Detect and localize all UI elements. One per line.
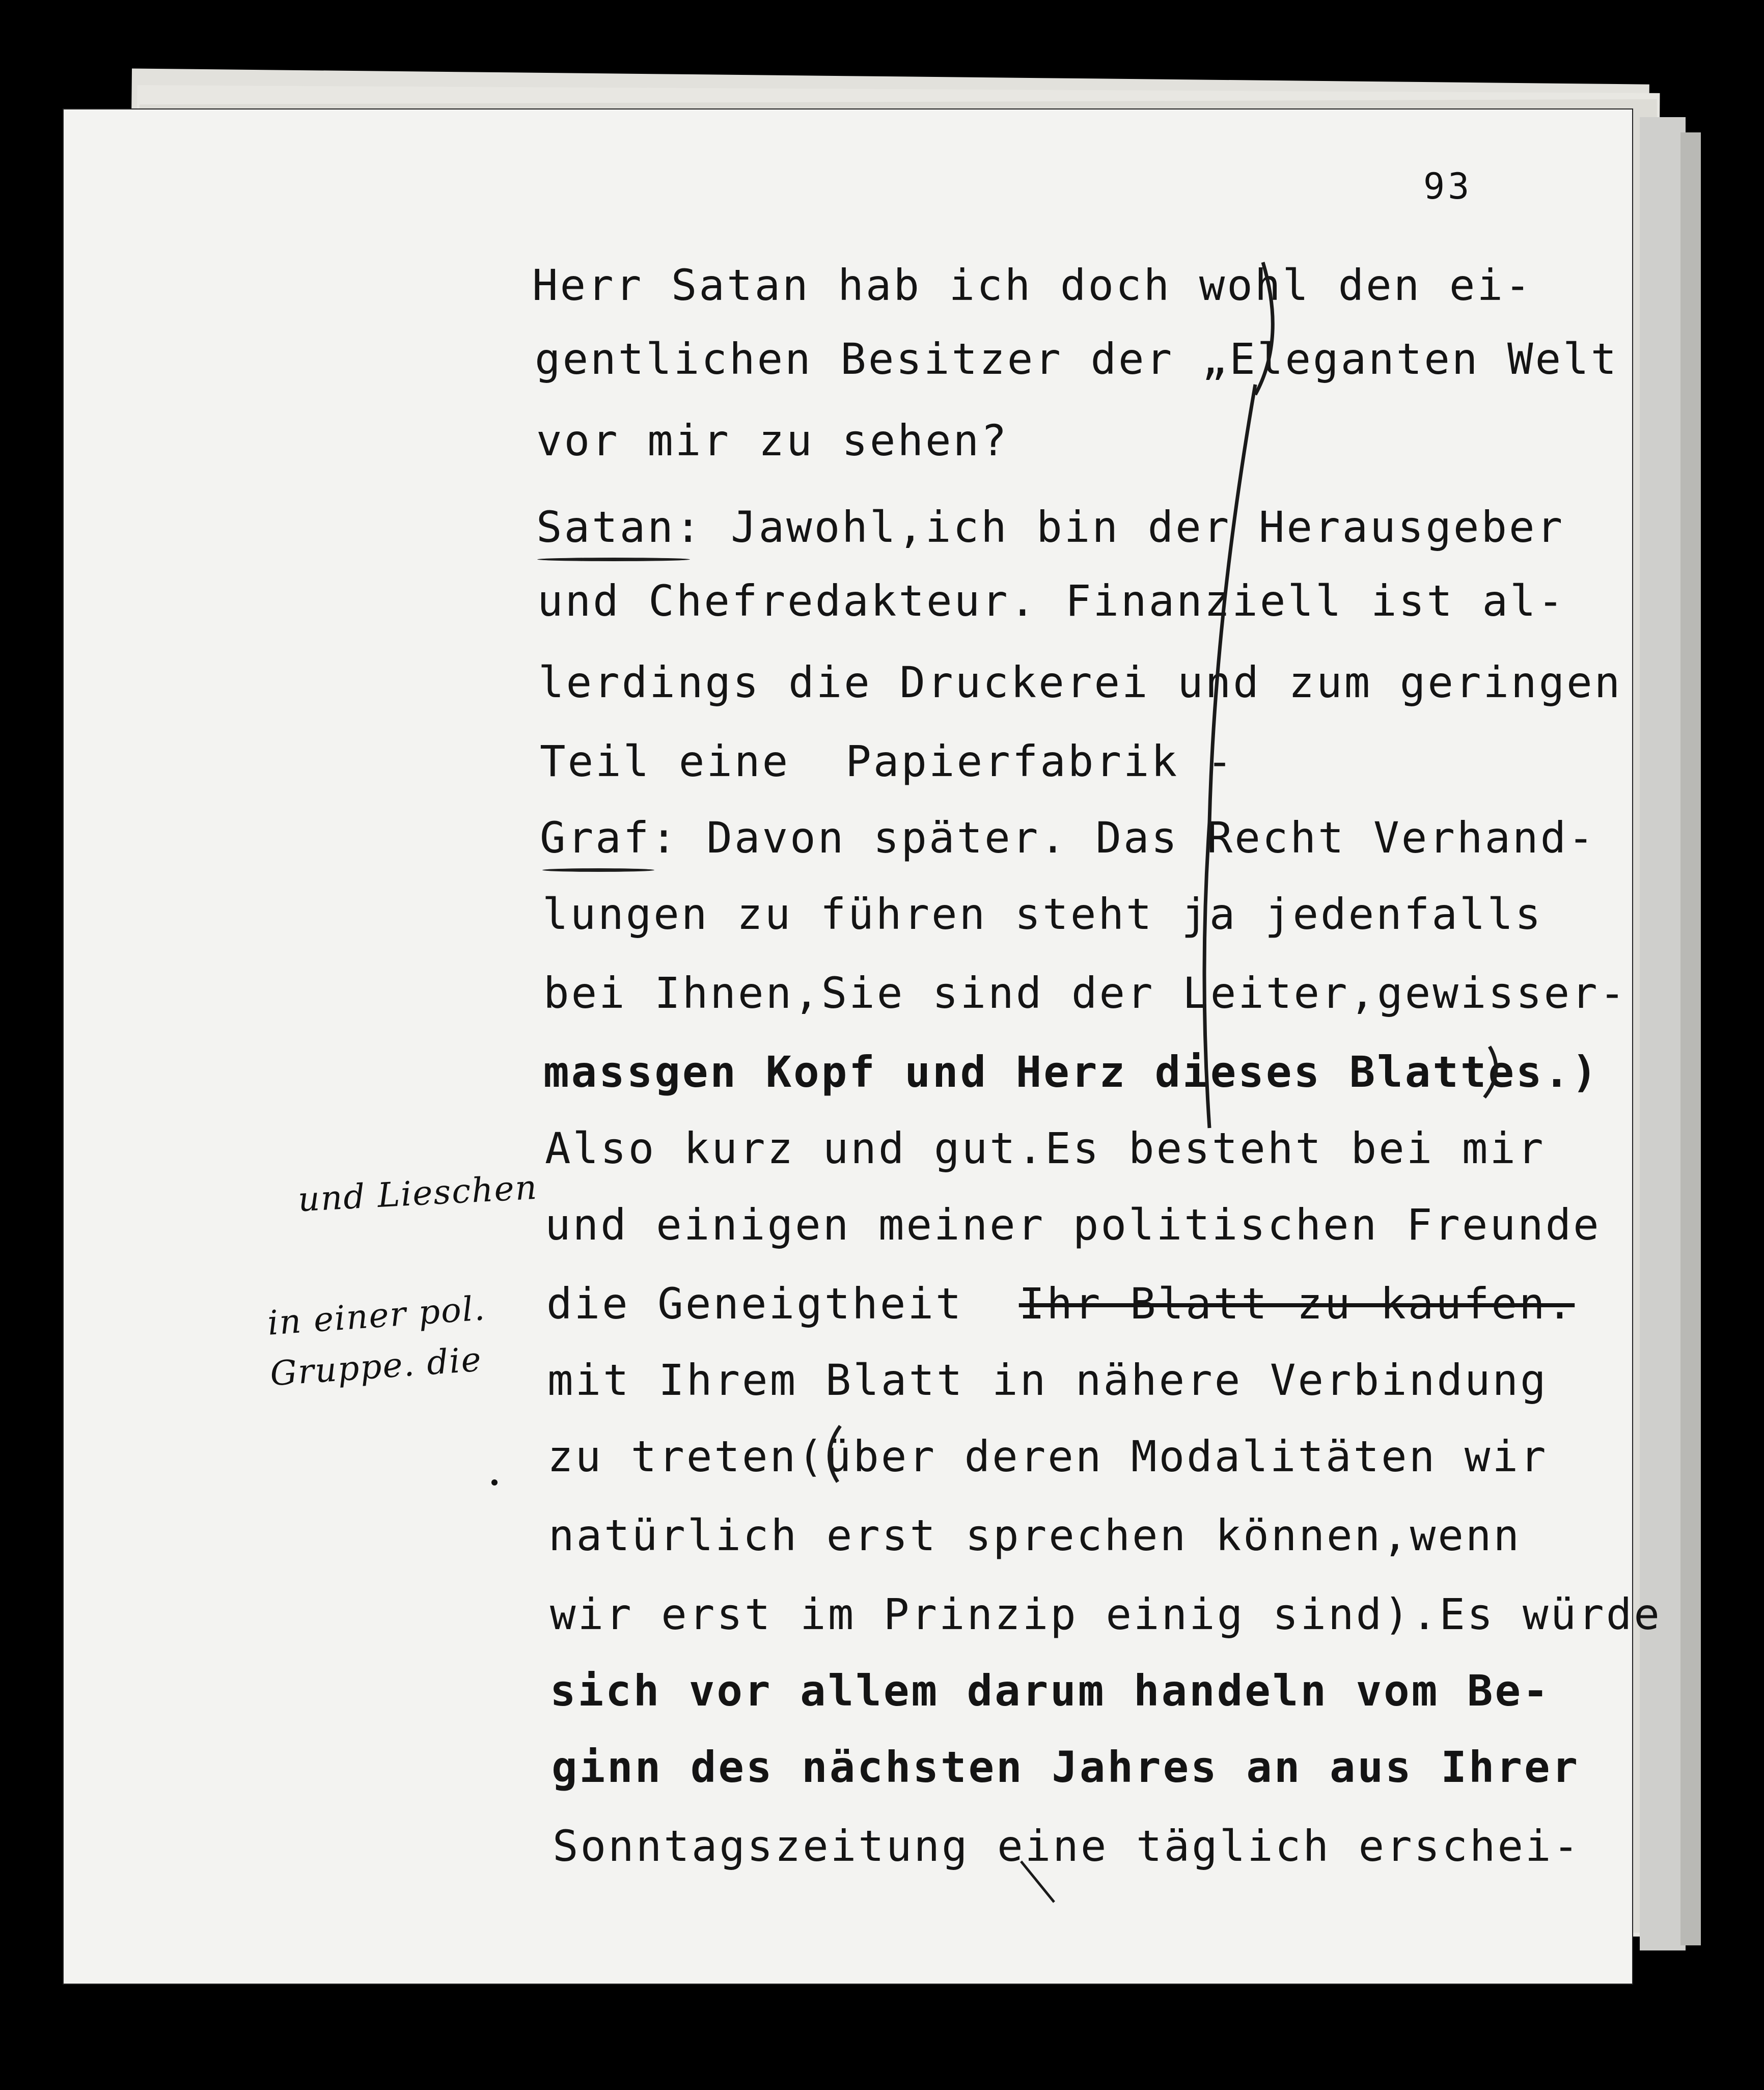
typed-line: Teil eine Papierfabrik -	[540, 736, 1235, 786]
page-stack-edge	[1680, 132, 1701, 1945]
page-stack-edge	[1640, 117, 1686, 1950]
typed-line: und einigen meiner politischen Freunde	[545, 1200, 1601, 1250]
handwritten-margin-note: Gruppe. die	[268, 1339, 483, 1394]
typed-text: die Geneigtheit	[546, 1279, 963, 1329]
typed-line: ginn des nächsten Jahres an aus Ihrer	[552, 1742, 1580, 1792]
handwritten-margin-note: und Lieschen	[297, 1167, 539, 1220]
typed-line: Also kurz und gut.Es besteht bei mir	[545, 1123, 1546, 1173]
page-number: 93	[1423, 166, 1473, 207]
typed-line: natürlich erst sprechen können,wenn	[548, 1510, 1522, 1560]
typed-line: sich vor allem darum handeln vom Be-	[550, 1666, 1551, 1716]
typed-line: wir erst im Prinzip einig sind).Es würde	[550, 1589, 1662, 1639]
typed-line: zu treten(über deren Modalitäten wir	[547, 1432, 1548, 1481]
typed-line: mit Ihrem Blatt in nähere Verbindung	[547, 1355, 1548, 1405]
struck-out-text: Ihr Blatt zu kaufen.	[1018, 1279, 1575, 1329]
typewritten-page	[64, 109, 1662, 1984]
typed-line: Graf: Davon später. Das Recht Verhand-	[540, 813, 1596, 863]
typed-line: massgen Kopf und Herz dieses Blattes.)	[543, 1047, 1600, 1097]
typed-line: Herr Satan hab ich doch wohl den ei-	[532, 260, 1533, 310]
typed-line: vor mir zu sehen?	[536, 416, 1009, 465]
typed-line: gentlichen Besitzer der „Eleganten Welt	[535, 334, 1619, 384]
typed-line: Sonntagszeitung eine täglich erschei-	[553, 1821, 1581, 1871]
typed-line: und Chefredakteur. Finanziell ist al-	[537, 576, 1566, 626]
typed-line: bei Ihnen,Sie sind der Leiter,gewisser-	[543, 968, 1628, 1018]
pencil-bracket-marks	[64, 109, 1632, 1984]
typed-line: lungen zu führen steht ja jedenfalls	[542, 889, 1543, 939]
handwritten-margin-note: in einer pol.	[266, 1288, 487, 1343]
typed-line: lerdings die Druckerei und zum geringen	[538, 657, 1622, 707]
typed-line: Satan: Jawohl,ich bin der Herausgeber	[536, 502, 1565, 552]
